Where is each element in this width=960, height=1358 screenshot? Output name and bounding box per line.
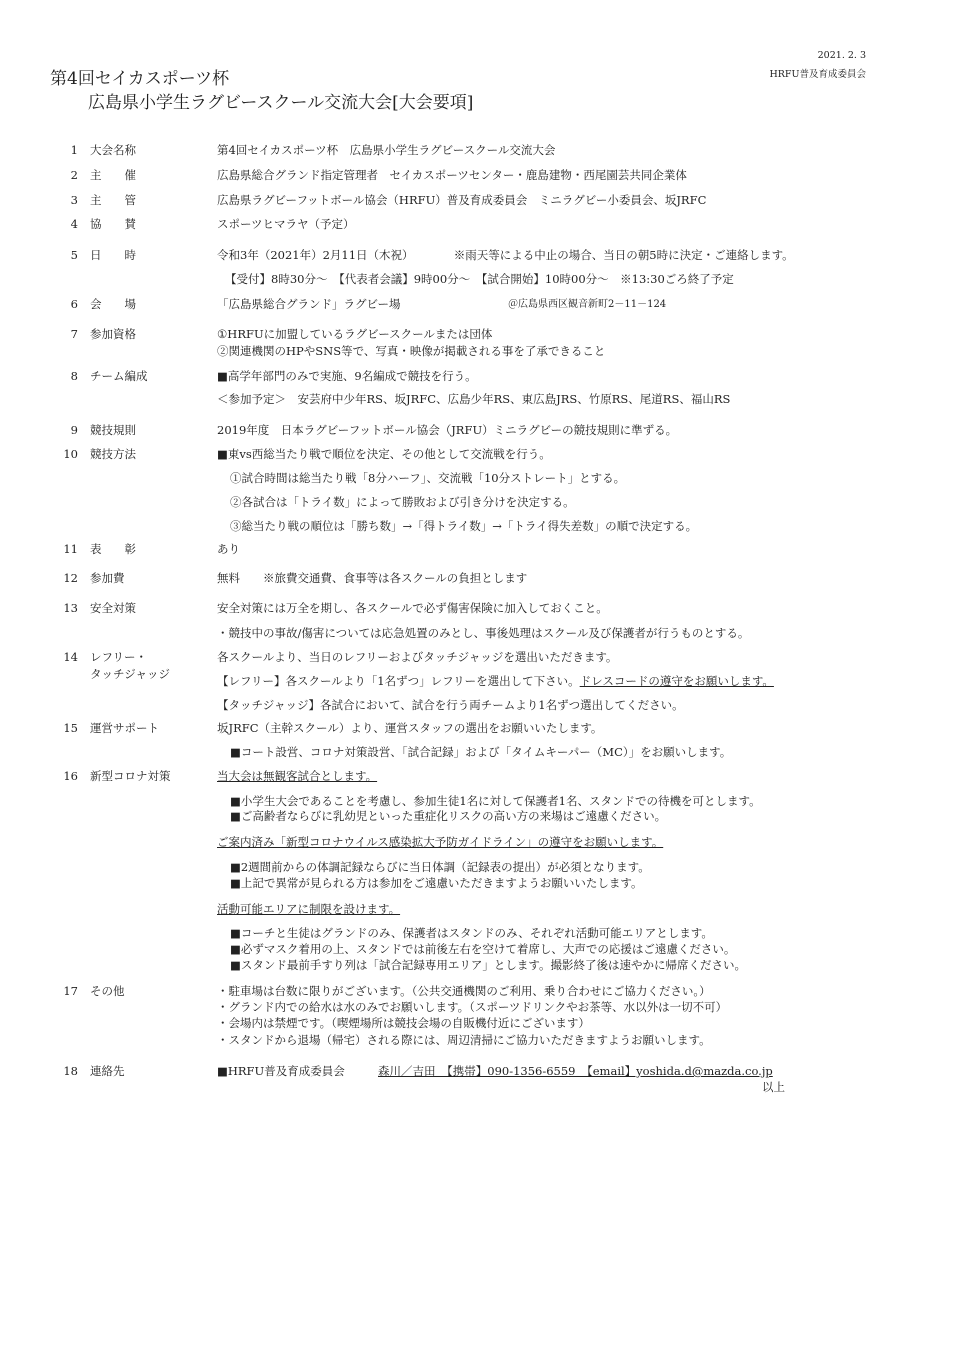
item-text: ・競技中の事故/傷害については応急処置のみとし、事後処理はスクール及び保護者が行うものとする。 [217,626,750,640]
item-text: ①HRFUに加盟しているラグビースクールまたは団体 [217,327,493,341]
item-number: 2 [70,168,78,182]
item-text: ■コーチと生徒はグランドのみ、保護者はスタンドのみ、それぞれ活動可能エリアとします。 [230,926,713,940]
item-label: 大会名称 [90,143,136,157]
item-text: ■東vs西総当たり戦で順位を決定、その他として交流戦を行う。 [217,447,551,461]
item-label: 協 賛 [90,217,136,231]
item-text: ■コート設営、コロナ対策設営、「試合記録」および「タイムキーパー（MC）」をお願いします。 [230,745,732,759]
item-text: 坂JRFC（主幹スクール）より、運営スタッフの選出をお願いいたします。 [217,721,603,735]
item-text: ②各試合は「トライ数」によって勝敗および引き分けを決定する。 [230,495,575,509]
item-text: ①試合時間は総当たり戦「8分ハーフ」、交流戦「10分ストレート」とする。 [230,471,626,485]
item-number: 13 [63,601,78,615]
item-number: 12 [63,571,78,585]
item-text: 広島県ラグビーフットボール協会（HRFU）普及育成委員会 ミニラグビー小委員会、坂JRFC [217,193,707,207]
item-number: 3 [70,193,78,207]
item-label: 新型コロナ対策 [90,769,171,783]
item-text: ＜参加予定＞ 安芸府中少年RS、坂JRFC、広島少年RS、東広島JRS、竹原RS、尾道RS、福山RS [217,392,731,406]
item-text: ■上記で異常が見られる方は参加をご遠慮いただきますようお願いいたします。 [230,876,643,890]
issuing-organization: HRFU普及育成委員会 [769,69,866,80]
item-number: 16 [63,769,78,783]
item-label: 表 彰 [90,542,136,556]
item-label: 競技規則 [90,423,136,437]
item-number: 6 [70,297,78,311]
document-title-line2: 広島県小学生ラグビースクール交流大会[大会要項] [88,93,474,113]
item-label: 連絡先 [90,1064,125,1078]
contact-details: 森川／吉田 【携帯】090-1356-6559 【email】yoshida.d@mazda.co.jp [378,1064,773,1078]
item-text: 【レフリー】各スクールより「1名ずつ」レフリーを選出して下さい。 [217,674,580,688]
item-label: 参加費 [90,571,125,585]
item-label: 競技方法 [90,447,136,461]
item-number: 15 [63,721,78,735]
item-text: あり [217,542,240,556]
document-date: 2021. 2. 3 [817,50,866,61]
item-text: 令和3年（2021年）2月11日（木祝） ※雨天等による中止の場合、当日の朝5時に決定・ご連絡します。 [217,248,794,262]
contact-organization: ■HRFU普及育成委員会 [217,1064,345,1078]
item-number: 18 [63,1064,78,1078]
item-label: 主 催 [90,168,136,182]
item-text: 安全対策には万全を期し、各スクールで必ず傷害保険に加入しておくこと。 [217,601,608,615]
item-text: ■2週間前からの体調記録ならびに当日体調（記録表の提出）が必須となります。 [230,860,650,874]
item-label-continued: タッチジャッジ [90,667,171,681]
item-number: 14 [63,650,78,664]
item-number: 8 [70,369,78,383]
item-text: 無料 ※旅費交通費、食事等は各スクールの負担とします [217,571,528,585]
section-heading: 活動可能エリアに制限を設けます。 [217,902,401,916]
closing-mark: 以上 [762,1080,785,1094]
item-label: 参加資格 [90,327,136,341]
item-label: 運営サポート [90,721,159,735]
item-text: ■ご高齢者ならびに乳幼児といった重症化リスクの高い方の来場はご遠慮ください。 [230,809,667,823]
item-text: スポーツヒマラヤ（予定） [217,217,355,231]
item-number: 9 [70,423,78,437]
item-text: ・スタンドから退場（帰宅）される際には、周辺清掃にご協力いただきますようお願いします。 [217,1033,711,1047]
section-heading: 当大会は無観客試合とします。 [217,769,378,783]
item-number: 1 [70,143,78,157]
item-label: 安全対策 [90,601,136,615]
item-number: 10 [63,447,78,461]
item-label: レフリー・ [90,650,148,664]
item-number: 4 [70,217,78,231]
item-text: 2019年度 日本ラグビーフットボール協会（JRFU）ミニラグビーの競技規則に準ずる。 [217,423,678,437]
item-text: ③総当たり戦の順位は「勝ち数」→「得トライ数」→「トライ得失差数」の順で決定する。 [230,519,698,533]
item-label: 日 時 [90,248,136,262]
item-label: 主 管 [90,193,136,207]
item-number: 17 [63,984,78,998]
section-heading: ご案内済み「新型コロナウイルス感染拡大予防ガイドライン」の遵守をお願いします。 [217,835,664,849]
item-text: 第4回セイカスポーツ杯 広島県小学生ラグビースクール交流大会 [217,143,556,157]
venue-name: 「広島県総合グランド」ラグビー場 [217,297,401,311]
item-number: 5 [70,248,78,262]
item-label: チーム編成 [90,369,148,383]
item-text: 【受付】8時30分～ 【代表者会議】9時00分～ 【試合開始】10時00分～ ※13:30ごろ終了予定 [225,272,734,286]
document-title-line1: 第4回セイカスポーツ杯 [50,69,230,89]
item-text: ■スタンド最前手すり列は「試合記録専用エリア」とします。撮影終了後は速やかに帰席ください。 [230,958,746,972]
item-text: 【タッチジャッジ】各試合において、試合を行う両チームより1名ずつ選出してください。 [217,698,684,712]
venue-address: ＠広島県西区観音新町2－11－124 [508,299,667,310]
item-number: 7 [70,327,78,341]
item-text: ・グランド内での給水は水のみでお願いします。（スポーツドリンクやお茶等、水以外は一切不可） [217,1000,728,1014]
item-text: ・駐車場は台数に限りがございます。（公共交通機関のご利用、乗り合わせにご協力ください。） [217,984,711,998]
item-text: ■高学年部門のみで実施、9名編成で競技を行う。 [217,369,477,383]
item-text: ・会場内は禁煙です。（喫煙場所は競技会場の自販機付近にございます） [217,1016,590,1030]
item-text: 各スクールより、当日のレフリーおよびタッチジャッジを選出いただきます。 [217,650,618,664]
item-label: 会 場 [90,297,136,311]
dress-code-notice: ドレスコードの遵守をお願いします。 [579,674,774,688]
item-text: ②関連機関のHPやSNS等で、写真・映像が掲載される事を了承できること [217,344,606,358]
item-text: ■小学生大会であることを考慮し、参加生徒1名に対して保護者1名、スタンドでの待機を可とします。 [230,794,761,808]
item-label: その他 [90,984,125,998]
item-number: 11 [63,542,78,556]
item-text: 広島県総合グランド指定管理者 セイカスポーツセンター・鹿島建物・西尾園芸共同企業体 [217,168,687,182]
item-text: ■必ずマスク着用の上、スタンドでは前後左右を空けて着席し、大声での応援はご遠慮ください。 [230,942,736,956]
referee-requirement [217,674,774,688]
